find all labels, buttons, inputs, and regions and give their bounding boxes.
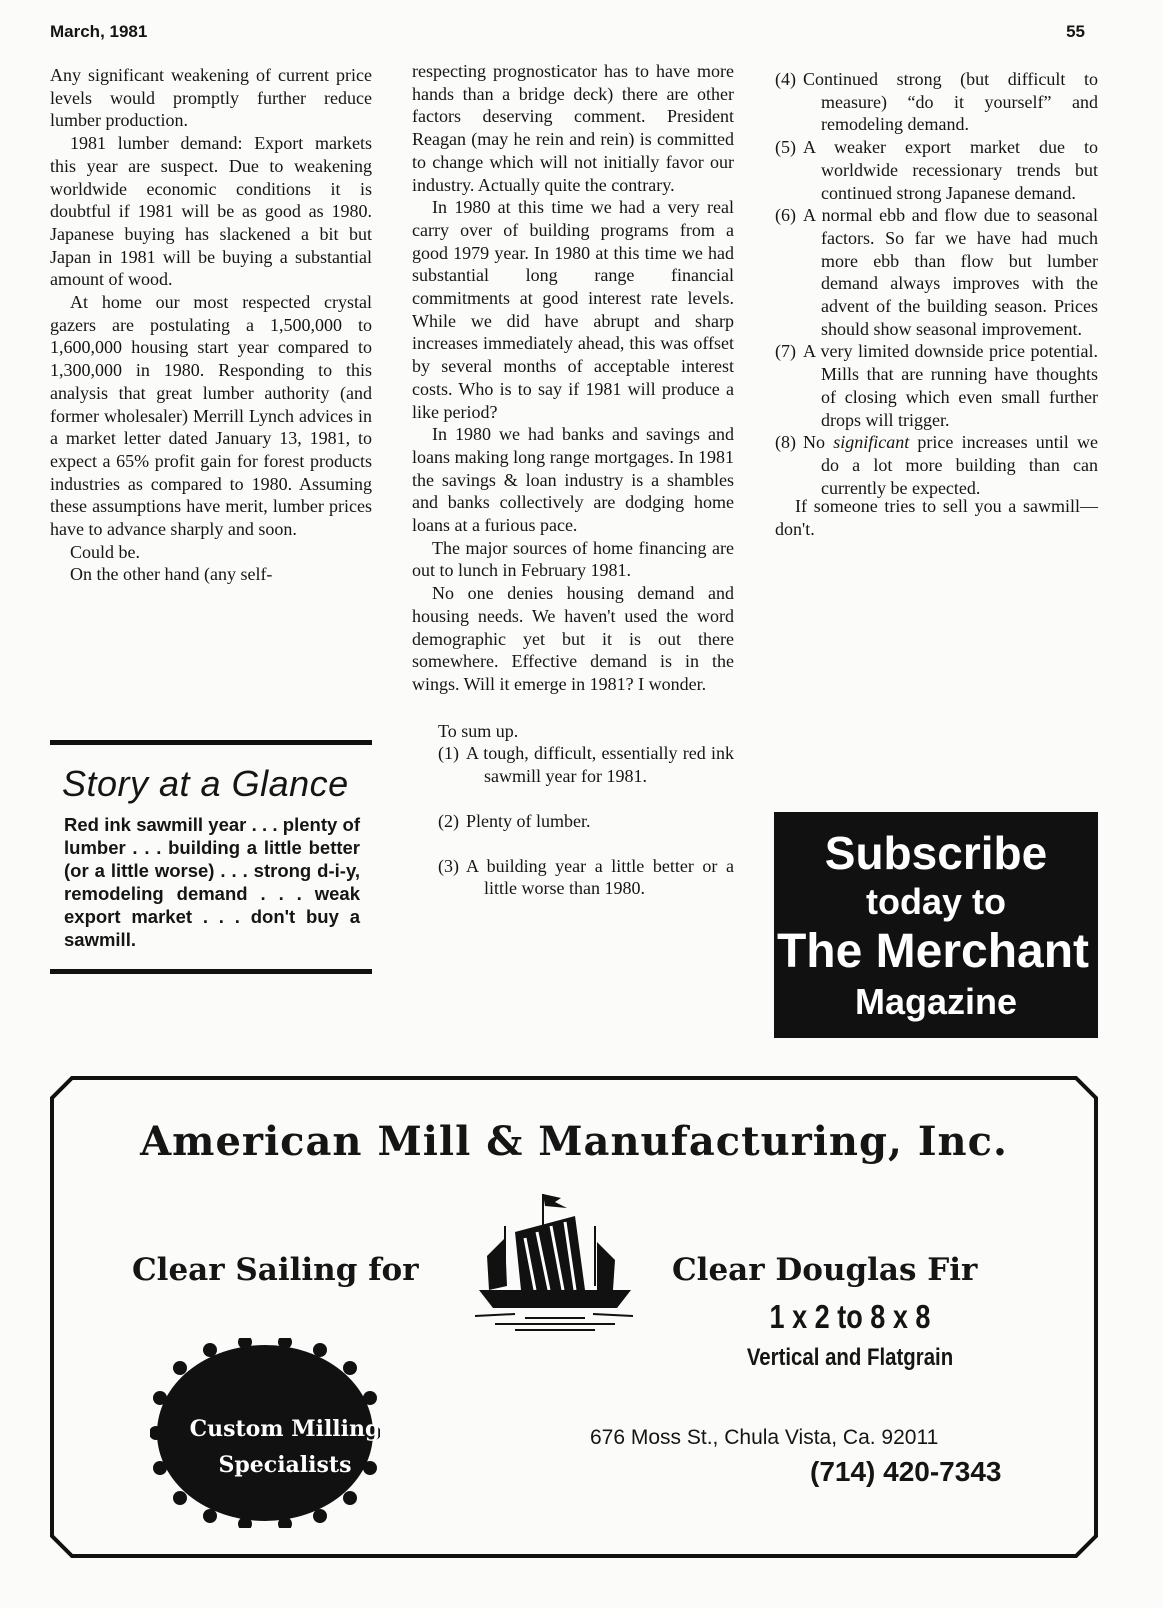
running-header-date: March, 1981 [50,22,148,41]
subscribe-line: today to [866,881,1006,922]
paragraph: Could be. [70,541,140,562]
article-column-2 [412,60,734,900]
paragraph: No one denies housing demand and housing needs. We haven't used the word demographic yet but it is out there somewhere. Effective demand is in the wings. Will it emerge in 1981? I wonder. [412,583,734,694]
american-mill-advertisement [50,1076,1098,1558]
divider [50,740,372,745]
paragraph: In 1980 at this time we had a very real carry over of building programs from a good 1979 year. In 1980 at this time we had substantial long range financial commitments at good interest rate levels. While we did have abrupt and sharp increases immediately ahead, this was offset by several months of acceptable interest costs. Who is to say if 1981 will produce a like period? [412,197,734,422]
list-item: (7) A very limited downside price potential. Mills that are running have thoughts of closing which even small further drops will trigger. [775,341,1098,430]
article-column-3 [775,68,1098,541]
divider [50,969,372,974]
story-at-a-glance-box [50,740,372,974]
tagline-right: Clear Douglas Fir [672,1252,978,1288]
seal-text: Custom Milling Specialists [189,1416,381,1478]
sailing-ship-icon [475,1186,635,1336]
paragraph: In 1980 we had banks and savings and loans making long range mortgages. In 1981 the savings & loan industry is a shambles and banks collectively are dodging home loans at a furious pace. [412,424,734,536]
tagline-left: Clear Sailing for [132,1252,419,1288]
subscribe-headline: Subscribe [824,827,1048,879]
address: 676 Moss St., Chula Vista, Ca. 92011 [590,1426,939,1449]
grain-types: Vertical and Flatgrain [746,1344,954,1371]
magazine-word: Magazine [854,981,1018,1022]
list-item: (3) A building year a little better or a little worse than 1980. [438,855,734,899]
story-box-title: Story at a Glance [62,763,349,804]
list-item: (5) A weaker export market due to worldwide recessionary trends but continued strong Japanese demand. [775,137,1098,203]
sum-up-label: To sum up. [438,720,519,741]
page-number: 55 [1066,22,1085,41]
closing-paragraph: If someone tries to sell you a sawmill—don't. [775,496,1098,540]
list-item: (6) A normal ebb and flow due to seasonal factors. So far we have had much more ebb than flow but lumber demand always improves with the advent of the building season. Prices should show seasonal improvement. [775,205,1098,339]
article-column-1 [50,64,372,586]
paragraph: 1981 lumber demand: Export markets this year are suspect. Due to weakening worldwide economic conditions it is doubtful if 1981 will be as good as 1980. Japanese buying has slackened a bit but Japan in 1981 will be buying a substantial amount of wood. [50,133,372,290]
list-item: (1) A tough, difficult, essentially red ink sawmill year for 1981. [438,743,734,787]
phone-number: (714) 420-7343 [810,1456,1002,1487]
subscribe-ad [774,812,1098,1038]
paragraph: At home our most respected crystal gazers are postulating a 1,500,000 to 1,600,000 housing start year compared to 1,300,000 in 1980. Responding to this analysis that great lumber authority (and former wholesaler) Merrill Lynch advices in a market letter dated January 13, 1981, to expect a 65% profit gain for forest products industries as compared to 1980. Assuming these assumptions have merit, lumber prices have to advance sharply and soon. [50,292,372,540]
list-item: (4) Continued strong (but difficult to measure) “do it yourself” and remodeling demand. [775,69,1098,135]
story-box-summary: Red ink sawmill year . . . plenty of lumber . . . building a little better (or a little worse) . . . strong d-i-y, remodeling demand . . . weak export market . . . don't buy a sawmill. [64,814,360,950]
list-item: (8) No significant price increases until we do a lot more building than can currently be expected. [775,432,1098,498]
list-item: (2) Plenty of lumber. [438,810,591,831]
lumber-dimensions: 1 x 2 to 8 x 8 [769,1298,931,1335]
paragraph: Any significant weakening of current price levels would promptly further reduce lumber production. [50,65,372,131]
company-name: American Mill & Manufacturing, Inc. [140,1118,1008,1165]
paragraph: On the other hand (any self- [70,564,273,585]
magazine-name: The Merchant [776,925,1090,978]
paragraph: The major sources of home financing are out to lunch in February 1981. [412,537,734,581]
paragraph: respecting prognosticator has to have more hands than a bridge deck) there are other factors deserving comment. President Reagan (may he rein and rein) is committed to change which will not initially favor our industry. Actually quite the contrary. [412,61,734,195]
